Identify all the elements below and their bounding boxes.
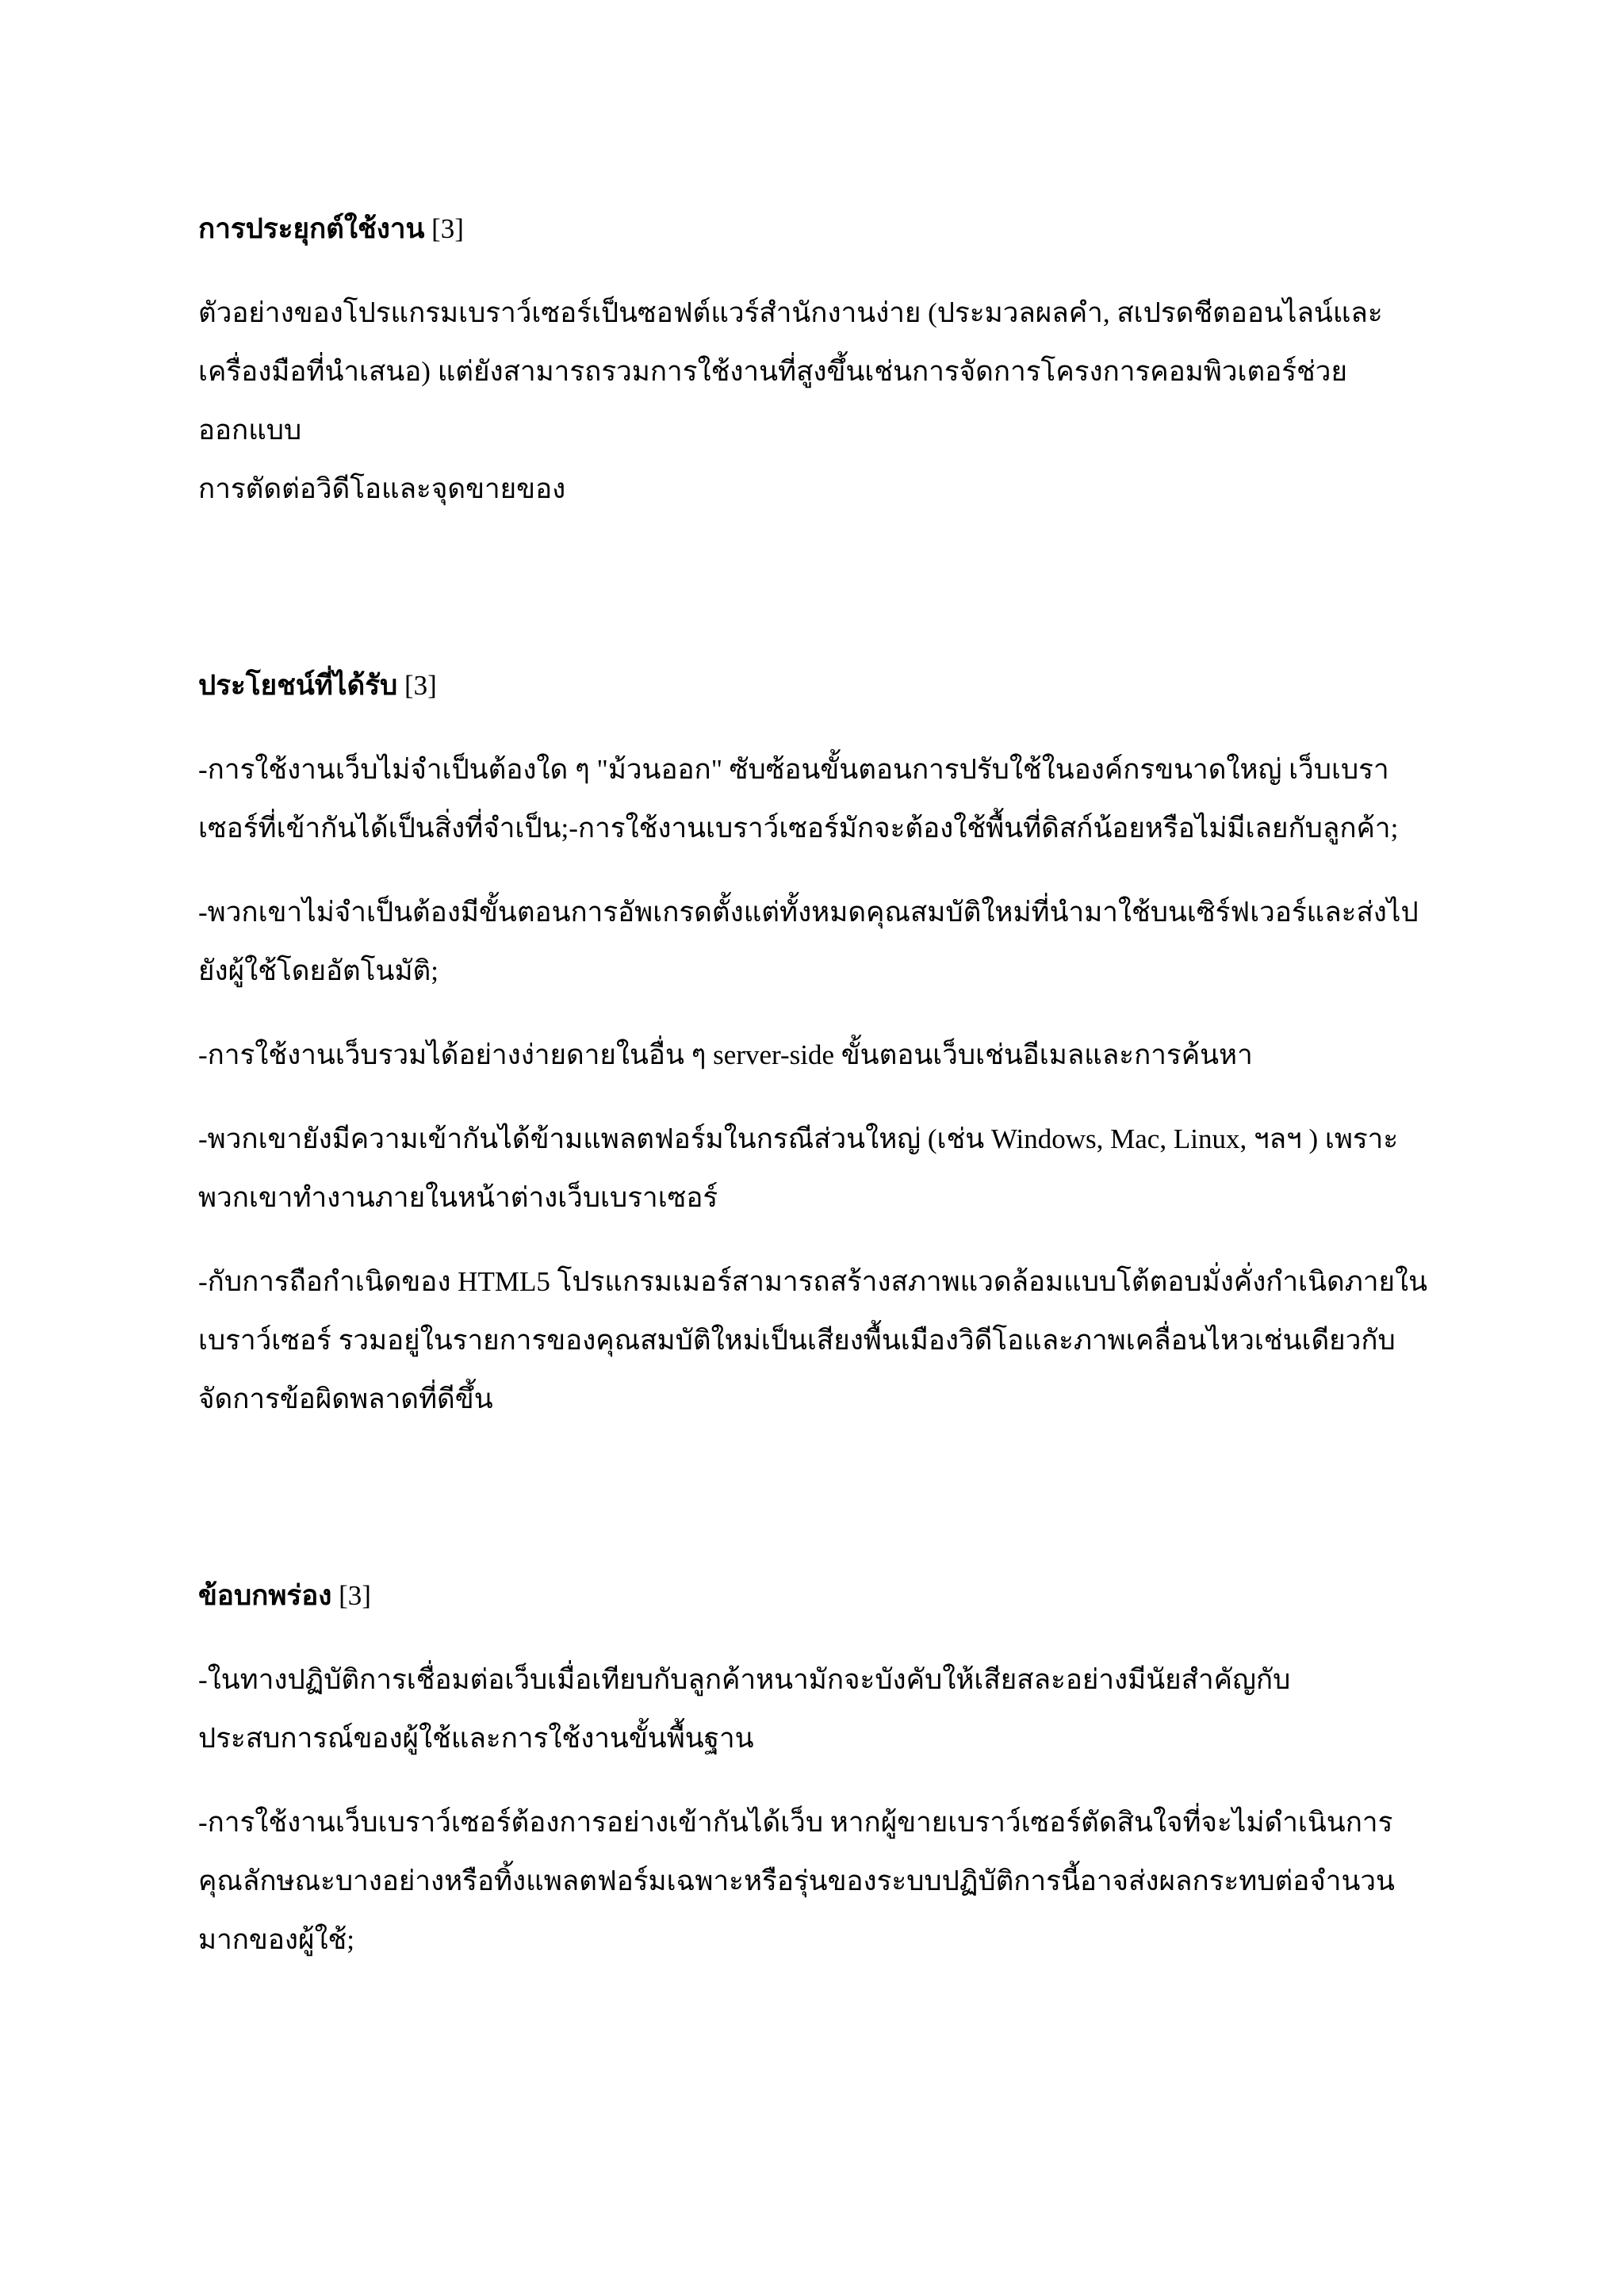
section-heading [198, 1567, 1435, 1625]
paragraph: -พวกเขาไม่จำเป็นต้องมีขั้นตอนการอัพเกรดตั้งแต่ทั้งหมดคุณสมบัติใหม่ที่นำมาใช้บนเซิร์ฟเวอร์และส่งไป ยังผู้ใช้โดยอัตโนมัติ; [198, 897, 1419, 986]
paragraph: -พวกเขายังมีความเข้ากันได้ข้ามแพลตฟอร์มในกรณีส่วนใหญ่ (เช่น Windows, Mac, Linux, ฯลฯ ) เพราะ พวกเขาทำงานภายในหน้าต่างเว็บเบราเซอร์ [198, 1123, 1399, 1213]
paragraph: -การใช้งานเว็บรวมได้อย่างง่ายดายในอื่น ๆ server-side ขั้นตอนเว็บเช่นอีเมลและการค้นหา [198, 1039, 1253, 1070]
heading-reference: [3] [431, 213, 464, 244]
section-drawbacks [198, 1567, 1435, 1969]
section-gap [198, 1454, 1435, 1567]
heading-title: ประโยชน์ที่ได้รับ [198, 670, 398, 701]
section-heading [198, 200, 1435, 258]
paragraph: -กับการถือกำเนิดของ HTML5 โปรแกรมเมอร์สามารถสร้างสภาพแวดล้อมแบบโต้ตอบมั่งคั่งกำเนิดภายใน เบราว์เซอร์ รวมอยู่ในรายการของคุณสมบัติใหม่เป็นเสียงพื้นเมืองวิดีโอและภาพเคลื่อนไหวเช่นเดียวกับ จัดการข้อผิดพลาดที่ดีขึ้น [198, 1266, 1427, 1414]
section-benefits [198, 656, 1435, 1429]
heading-title: ข้อบกพร่อง [198, 1580, 332, 1611]
heading-reference: [3] [339, 1580, 371, 1611]
paragraph: -การใช้งานเว็บไม่จำเป็นต้องใด ๆ "ม้วนออก" ซับซ้อนขั้นตอนการปรับใช้ในองค์กรขนาดใหญ่ เว็บเบรา เซอร์ที่เข้ากันได้เป็นสิ่งที่จำเป็น;-การใช้งานเบราว์เซอร์มักจะต้องใช้พื้นที่ดิสก์น้อยหรือไม่มีเลยกับลูกค้า; [198, 754, 1399, 844]
paragraph: -ในทางปฏิบัติการเชื่อมต่อเว็บเมื่อเทียบกับลูกค้าหนามักจะบังคับให้เสียสละอย่างมีนัยสำคัญกับ ประสบการณ์ของผู้ใช้และการใช้งานขั้นพื้นฐาน [198, 1664, 1291, 1754]
heading-title: การประยุกต์ใช้งาน [198, 213, 425, 244]
paragraph: -การใช้งานเว็บเบราว์เซอร์ต้องการอย่างเข้ากันได้เว็บ หากผู้ขายเบราว์เซอร์ตัดสินใจที่จะไม่ดำเนินการ คุณลักษณะบางอย่างหรือทิ้งแพลตฟอร์มเฉพาะหรือรุ่นของระบบปฏิบัติการนี้อาจส่งผลกระทบต่อจำนวน มากของผู้ใช้; [198, 1807, 1395, 1955]
document-body [198, 200, 1435, 1995]
heading-reference: [3] [404, 670, 437, 701]
section-heading [198, 656, 1435, 715]
section-gap [198, 544, 1435, 656]
paragraph: ตัวอย่างของโปรแกรมเบราว์เซอร์เป็นซอฟต์แวร์สำนักงานง่าย (ประมวลผลคำ, สเปรดชีตออนไลน์และ เครื่องมือที่นำเสนอ) แต่ยังสามารถรวมการใช้งานที่สูงขึ้นเช่นการจัดการโครงการคอมพิวเตอร์ช่วยออกแบบ การตัดต่อวิดีโอและจุดขายของ [198, 297, 1383, 504]
section-applications [198, 200, 1435, 519]
